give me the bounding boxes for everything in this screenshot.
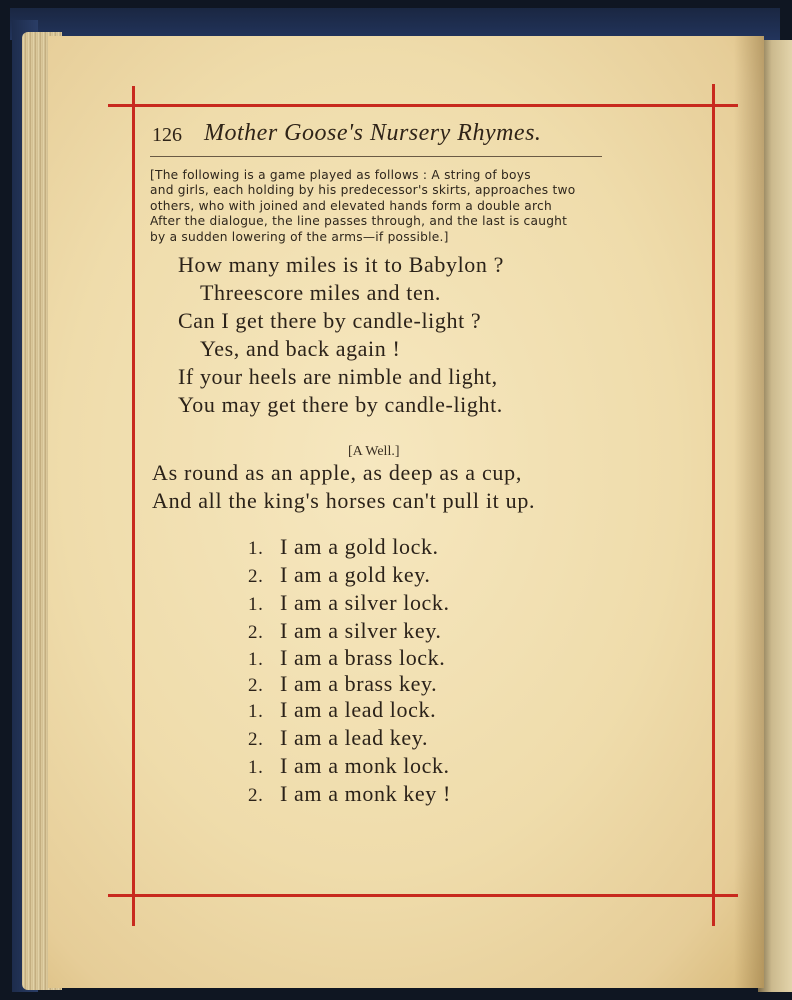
line-number: 1.	[248, 757, 264, 778]
babylon-verse-line: How many miles is it to Babylon ?	[178, 252, 504, 277]
instruction-line: and girls, each holding by his predecessor's skirts, approaches two	[150, 183, 576, 198]
line-text: I am a silver key.	[280, 618, 442, 643]
babylon-verse-line: You may get there by candle-light.	[178, 392, 503, 417]
game-instructions	[150, 168, 606, 245]
lock-line	[248, 645, 445, 671]
running-title: Mother Goose's Nursery Rhymes.	[204, 120, 542, 146]
line-text: I am a brass lock.	[280, 645, 446, 670]
line-number: 2.	[248, 785, 264, 806]
lock-line	[248, 753, 450, 779]
lock-line	[248, 562, 431, 588]
running-header	[150, 120, 602, 154]
instruction-line: [The following is a game played as follows : A string of boys	[150, 168, 531, 182]
line-text: I am a lead key.	[280, 725, 429, 750]
line-text: I am a silver lock.	[280, 590, 450, 615]
well-caption: [A Well.]	[348, 444, 400, 459]
line-number: 1.	[248, 701, 264, 722]
lock-line	[248, 618, 441, 644]
line-text: I am a monk key !	[280, 781, 451, 806]
lock-line	[248, 671, 437, 697]
babylon-verse-line: Can I get there by candle-light ?	[178, 308, 482, 333]
instruction-line: by a sudden lowering of the arms—if possible.]	[150, 229, 449, 244]
line-number: 1.	[248, 538, 264, 559]
well-verse-line: As round as an apple, as deep as a cup,	[152, 460, 523, 485]
lock-line	[248, 781, 451, 807]
border-rule-top	[108, 104, 738, 107]
well-verse-line: And all the king's horses can't pull it up.	[152, 488, 536, 513]
line-number: 1.	[248, 649, 264, 670]
header-rule	[150, 156, 602, 157]
babylon-verse-line: Threescore miles and ten.	[200, 280, 442, 305]
lock-line	[248, 590, 450, 616]
page-number: 126	[152, 124, 182, 146]
line-number: 2.	[248, 622, 264, 643]
lock-line	[248, 725, 428, 751]
line-text: I am a gold key.	[280, 562, 431, 587]
border-rule-right	[712, 84, 715, 926]
line-number: 2.	[248, 729, 264, 750]
line-text: I am a gold lock.	[280, 534, 439, 559]
instruction-line: After the dialogue, the line passes through, and the last is caught	[150, 214, 568, 229]
line-number: 2.	[248, 675, 264, 696]
line-text: I am a lead lock.	[280, 697, 437, 722]
line-number: 1.	[248, 594, 264, 615]
border-rule-bottom	[108, 894, 738, 897]
babylon-verse-line: If your heels are nimble and light,	[178, 364, 498, 389]
babylon-verse-line: Yes, and back again !	[200, 336, 401, 361]
border-rule-left	[132, 86, 135, 926]
lock-line	[248, 697, 436, 723]
instruction-line: others, who with joined and elevated hands form a double arch	[150, 198, 552, 213]
lock-line	[248, 534, 439, 560]
line-text: I am a brass key.	[280, 671, 438, 696]
line-number: 2.	[248, 566, 264, 587]
gutter-shadow	[734, 36, 764, 988]
line-text: I am a monk lock.	[280, 753, 450, 778]
